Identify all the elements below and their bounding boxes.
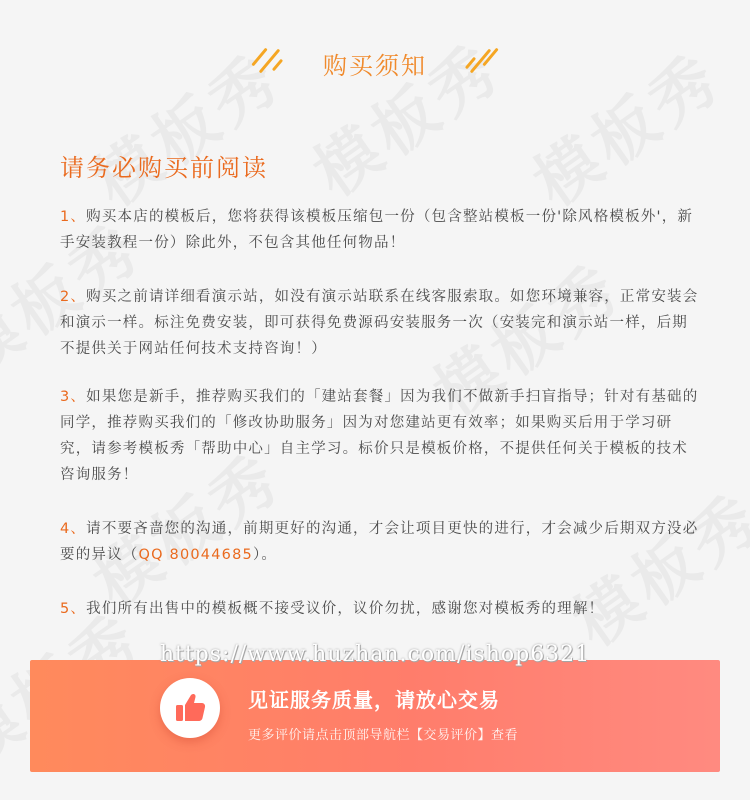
- thumbs-up-icon: [172, 690, 208, 726]
- decorative-slash-icon: [463, 42, 503, 78]
- notice-item: [60, 516, 700, 568]
- thumbs-up-badge: [160, 678, 220, 738]
- banner-title: 见证服务质量，请放心交易: [248, 688, 500, 712]
- item-text: ）。: [252, 547, 278, 563]
- item-number: 3、: [60, 389, 87, 405]
- item-number: 4、: [60, 521, 87, 537]
- page-header: [0, 38, 750, 88]
- notice-item: [60, 284, 700, 362]
- qq-contact: QQ 80044685: [138, 547, 253, 563]
- item-text: 请不要吝啬您的沟通，前期更好的沟通，才会让项目更快的进行，才会减少后期双方没必要的异议（: [60, 521, 699, 563]
- item-text: 如果您是新手，推荐购买我们的「建站套餐」因为我们不做新手扫盲指导；针对有基础的同学，推荐购买我们的「修改协助服务」因为对您建站更有效率；如果购买后用于学习研究，请参考模板秀「帮助中心」自主学习。标价只是模板价格，不提供任何关于模板的技术咨询服务！: [60, 389, 699, 483]
- notice-item: [60, 384, 700, 488]
- item-text: 购买之前请详细看演示站，如没有演示站联系在线客服索取。如您环境兼容，正常安装会和演示一样。标注免费安装，即可获得免费源码安装服务一次（安装完和演示站一样，后期不提供关于网站任何技术支持咨询！）: [60, 289, 699, 357]
- item-text: 我们所有出售中的模板概不接受议价，议价勿扰，感谢您对模板秀的理解！: [86, 601, 605, 617]
- notice-item: [60, 204, 700, 256]
- item-text: 购买本店的模板后，您将获得该模板压缩包一份（包含整站模板一份'除风格模板外'，新手安装教程一份）除此外，不包含其他任何物品！: [60, 209, 694, 251]
- page-title: 购买须知: [323, 52, 427, 80]
- item-number: 2、: [60, 289, 87, 305]
- item-number: 5、: [60, 601, 87, 617]
- url-watermark: https://www.huzhan.com/ishop6321: [159, 642, 591, 667]
- notice-item: [60, 596, 700, 622]
- item-number: 1、: [60, 209, 87, 225]
- section-heading: 请务必购买前阅读: [60, 154, 268, 182]
- trust-banner: [30, 660, 720, 772]
- banner-subtitle: 更多评价请点击顶部导航栏【交易评价】查看: [248, 728, 519, 743]
